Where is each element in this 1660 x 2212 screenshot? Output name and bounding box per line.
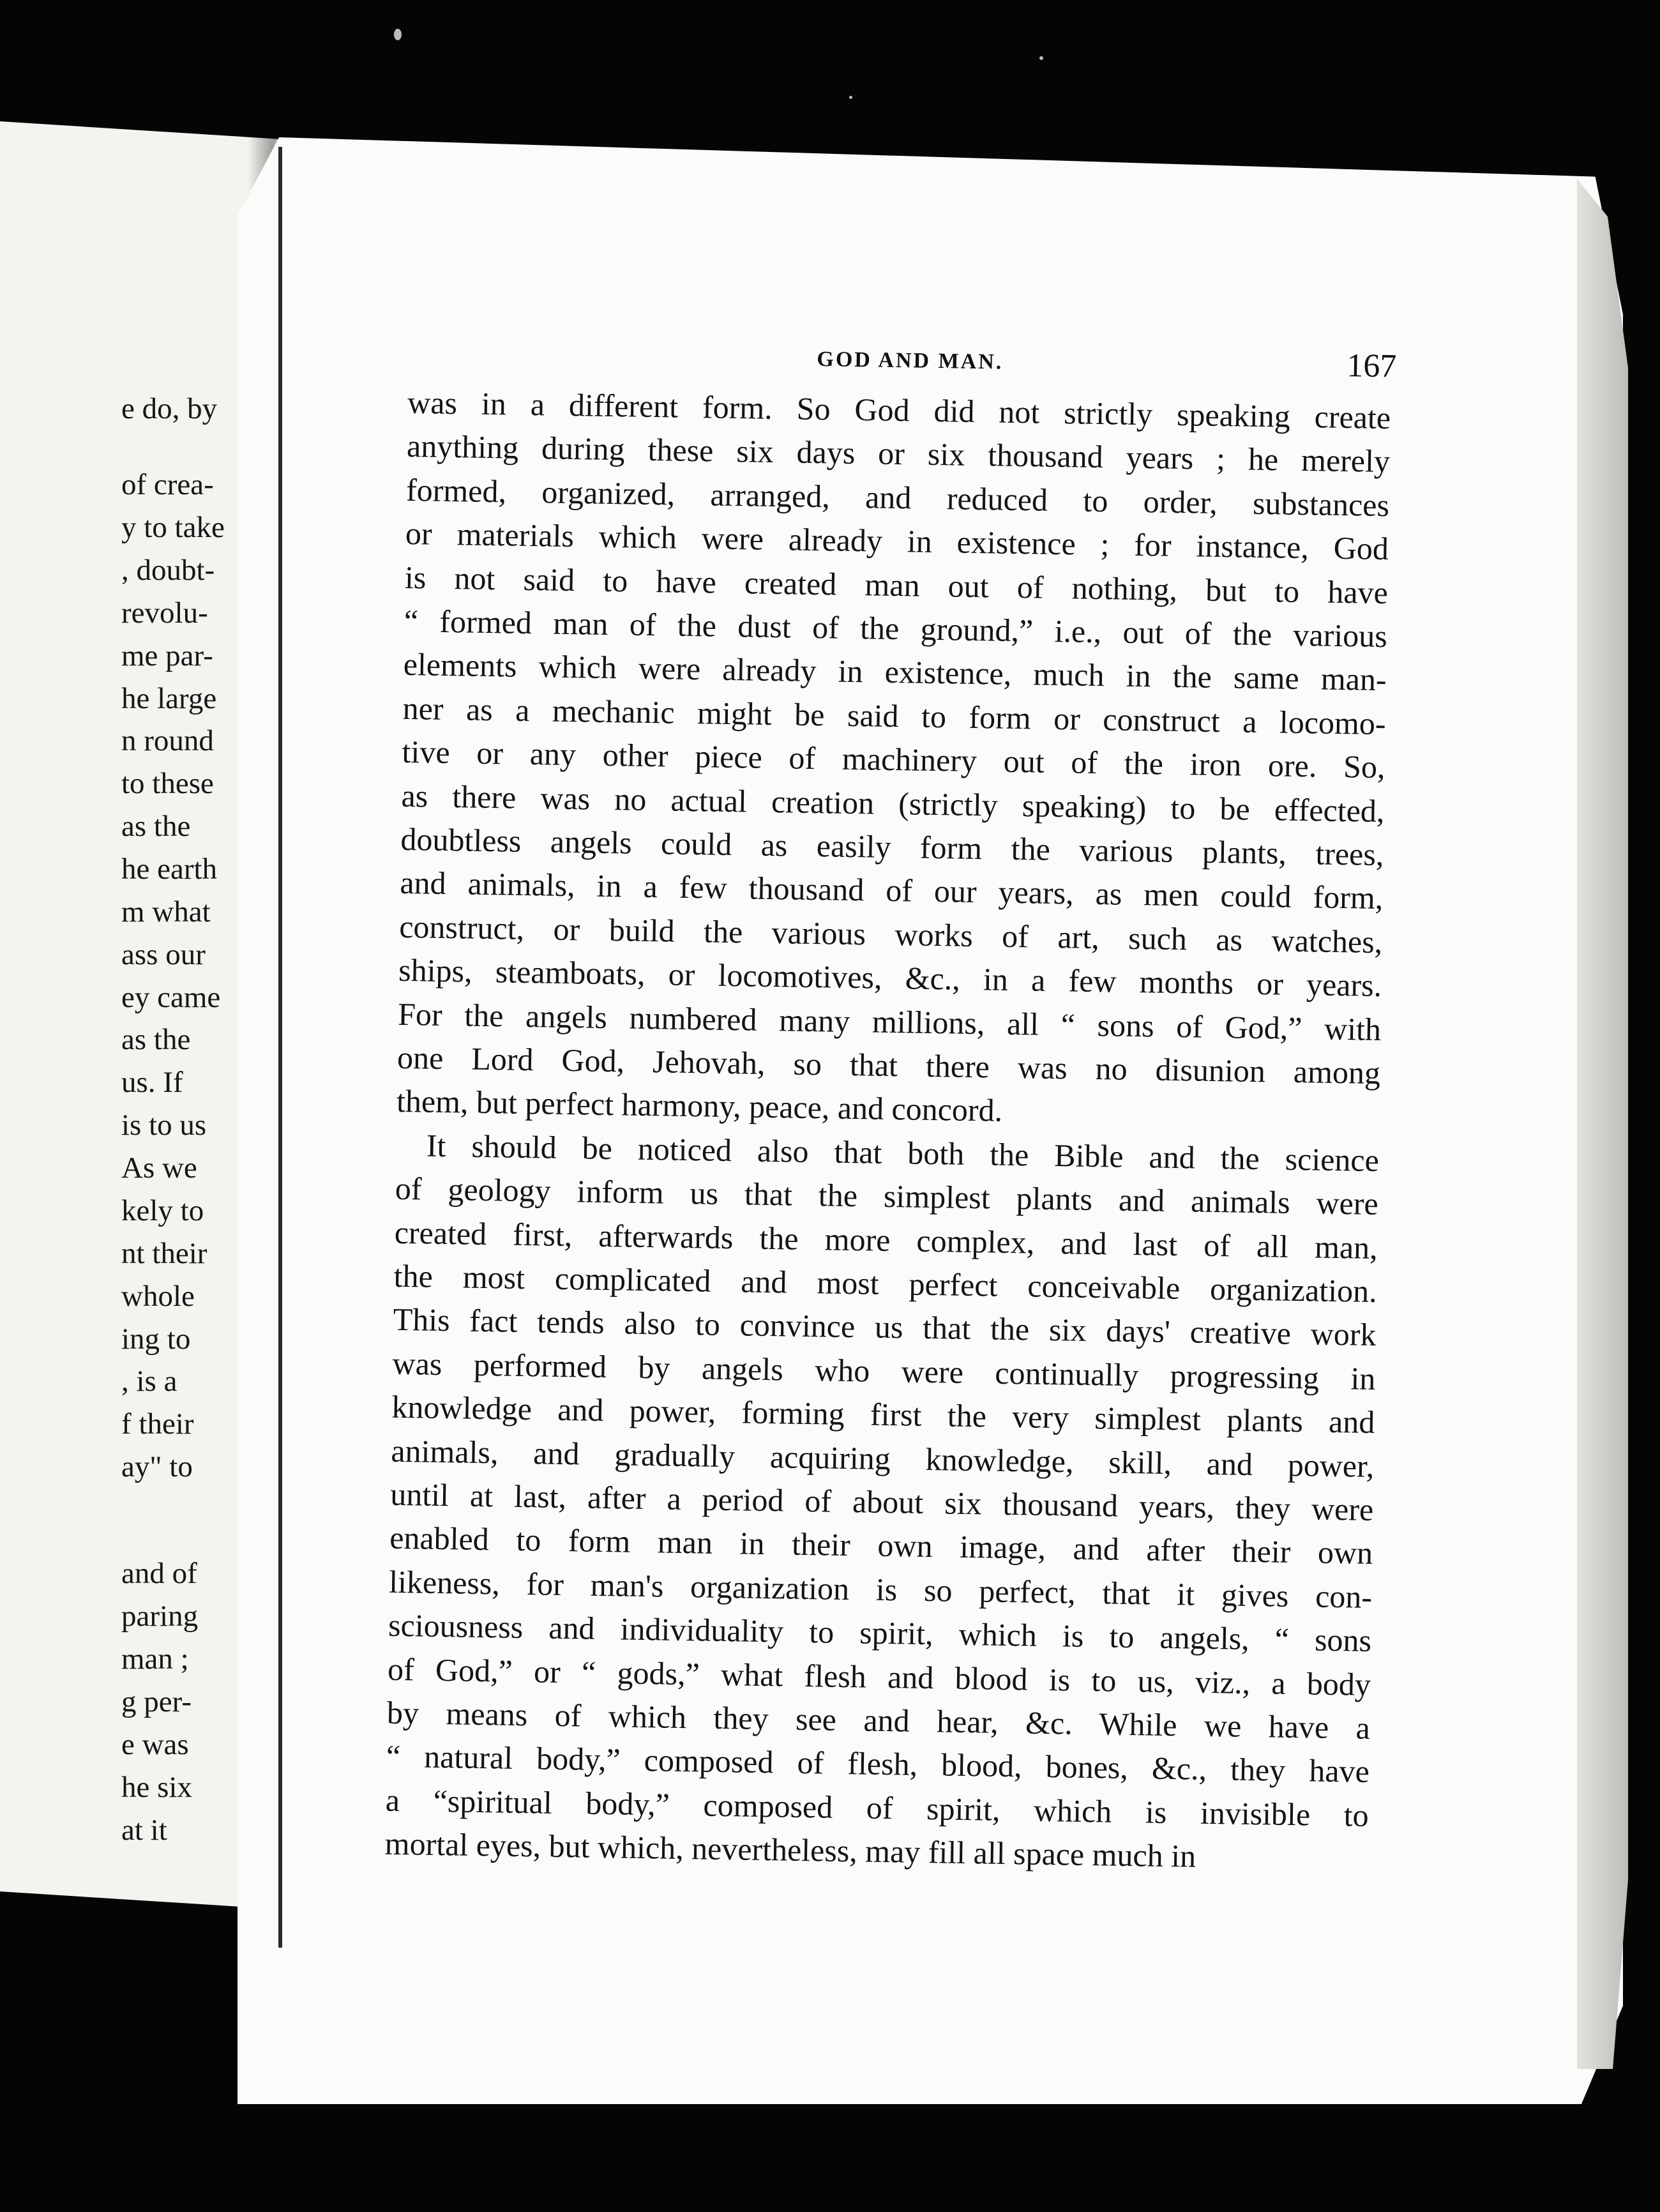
text-line: sciousness and individuality to spirit, which is to angels, “ sons: [388, 1607, 1372, 1659]
text-line: knowledge and power, forming first the very simplest plants and: [391, 1388, 1375, 1441]
text-line: a “spiritual body,” composed of spirit, which is invisible to: [385, 1782, 1370, 1833]
text-line: anything during these six days or six thousand years ; he merely: [406, 428, 1391, 480]
left-page-line: m what: [121, 895, 211, 928]
left-page-line: As we: [121, 1151, 197, 1185]
text-line: the most complicated and most perfect conceivable organization.: [393, 1257, 1378, 1310]
text-line: was performed by angels who were continually progressing in: [392, 1345, 1376, 1397]
left-page-line: me par-: [121, 639, 213, 672]
left-page-line: as the: [121, 1023, 191, 1056]
text-line: enabled to form man in their own image, and after their own: [389, 1520, 1373, 1572]
text-line: until at last, after a period of about six thousand years, they were: [389, 1476, 1374, 1527]
left-page-line: and of: [121, 1557, 197, 1590]
text-line: them, but perfect harmony, peace, and concord.: [396, 1083, 1003, 1129]
dust-speck: [849, 96, 852, 99]
left-page-line: he large: [121, 682, 217, 715]
text-line: This fact tends also to convince us that the six days' creative work: [393, 1301, 1377, 1353]
left-page-line: e was: [121, 1728, 189, 1761]
text-line: likeness, for man's organization is so perfect, that it gives con-: [388, 1563, 1373, 1615]
text-line: by means of which they see and hear, &c. While we have a: [386, 1694, 1371, 1746]
text-line: construct, or build the various works of art, such as watches,: [398, 908, 1383, 960]
text-line: as there was no actual creation (strictly speaking) to be effected,: [401, 777, 1385, 829]
left-page-line: n round: [121, 724, 214, 757]
left-page-line: g per-: [121, 1685, 192, 1718]
text-line: or materials which were already in existence ; for instance, God: [405, 515, 1389, 567]
left-page-line: he earth: [121, 852, 218, 886]
text-line: tive or any other piece of machinery out of the iron ore. So,: [402, 734, 1385, 785]
text-line: of geology inform us that the simplest plants and animals were: [395, 1170, 1379, 1222]
left-page-line: ey came: [121, 981, 221, 1014]
text-line: It should be noticed also that both the Bible and the science: [426, 1127, 1380, 1178]
left-page-line: ay" to: [121, 1450, 193, 1483]
left-page-line: as the: [121, 810, 191, 843]
text-line: For the angels numbered many millions, all “ sons of God,” with: [397, 996, 1382, 1047]
left-page-line: whole: [121, 1280, 195, 1313]
text-line: elements which were already in existence, much in the same man-: [403, 646, 1387, 698]
text-line: formed, organized, arranged, and reduced to order, substances: [405, 471, 1390, 523]
page-text-block: [383, 332, 1397, 1957]
left-page-line: kely to: [121, 1194, 204, 1227]
left-page-line: y to take: [121, 511, 225, 544]
spine-line: [278, 147, 282, 1948]
text-line: doubtless angels could as easily form the various plants, trees,: [400, 821, 1384, 873]
dust-speck: [1039, 56, 1043, 60]
page-number: 167: [1346, 347, 1397, 385]
left-page-line: ing to: [121, 1322, 191, 1356]
dust-speck: [394, 29, 402, 40]
text-line: “ formed man of the dust of the ground,” i.e., out of the various: [404, 602, 1388, 655]
text-line: mortal eyes, but which, nevertheless, may fill all space much in: [384, 1825, 1196, 1874]
text-line: ner as a mechanic might be said to form or construct a locomo-: [402, 690, 1387, 741]
left-page-line: nt their: [121, 1237, 207, 1270]
text-line: one Lord God, Jehovah, so that there was no disunion among: [396, 1039, 1381, 1091]
text-line: and animals, in a few thousand of our years, as men could form,: [400, 865, 1384, 916]
left-page-line: ass our: [121, 938, 206, 971]
left-page-line: f their: [121, 1407, 194, 1441]
text-line: of God,” or “ gods,” what flesh and blood is to us, viz., a body: [387, 1651, 1371, 1702]
text-line: ships, steamboats, or locomotives, &c., in a few months or years.: [398, 952, 1382, 1004]
left-page-line: e do, by: [121, 392, 218, 425]
left-page-line: he six: [121, 1771, 192, 1804]
page-edge: [1577, 179, 1628, 2069]
left-page-line: , is a: [121, 1365, 177, 1398]
running-title: GOD AND MAN.: [817, 347, 1004, 374]
text-line: “ natural body,” composed of flesh, blood, bones, &c., they have: [386, 1738, 1370, 1790]
left-page-line: revolu-: [121, 596, 208, 630]
left-page-line: of crea-: [121, 468, 214, 501]
left-page-line: us. If: [121, 1066, 183, 1099]
text-line: animals, and gradually acquiring knowledge, skill, and power,: [391, 1432, 1375, 1484]
text-line: was in a different form. So God did not strictly speaking create: [407, 384, 1391, 436]
left-page-line: is to us: [121, 1109, 207, 1142]
text-line: is not said to have created man out of nothing, but to have: [404, 559, 1389, 610]
text-line: created first, afterwards the more complex, and last of all man,: [394, 1214, 1378, 1266]
left-page-line: paring: [121, 1600, 199, 1633]
left-page-line: man ;: [121, 1642, 189, 1676]
left-page-line: at it: [121, 1814, 167, 1847]
left-page-line: to these: [121, 767, 214, 800]
left-page-line: , doubt-: [121, 554, 215, 587]
